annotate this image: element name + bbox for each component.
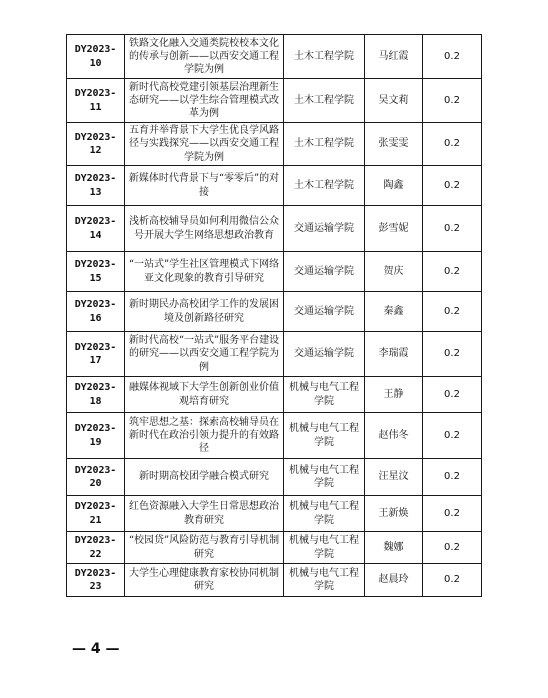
project-title: 红色资源融入大学生日常思想政治教育研究 — [125, 496, 284, 532]
project-title: 铁路文化融入交通类院校校本文化的传承与创新——以西安交通工程学院为例 — [125, 35, 284, 79]
project-leader: 赵伟冬 — [365, 413, 423, 459]
funding-amount: 0.2 — [423, 377, 482, 413]
project-leader: 张雯雯 — [365, 123, 423, 166]
project-title: 新时代高校党建引领基层治理新生态研究——以学生综合管理模式改革为例 — [125, 79, 284, 123]
project-leader: 贺庆 — [365, 252, 423, 292]
project-leader: 陶鑫 — [365, 166, 423, 206]
college-name: 交通运输学院 — [284, 206, 365, 252]
college-name: 机械与电气工程学院 — [284, 377, 365, 413]
table-row — [67, 206, 482, 252]
project-code: DY2023-13 — [67, 166, 125, 206]
project-leader: 马红霞 — [365, 35, 423, 79]
project-leader: 吴文莉 — [365, 79, 423, 123]
table-row — [67, 532, 482, 564]
project-title: 五育并举背景下大学生优良学风路径与实践探究——以西安交通工程学院为例 — [125, 123, 284, 166]
project-title: 大学生心理健康教育家校协同机制研究 — [125, 564, 284, 597]
project-title: 新时代高校“一站式”服务平台建设的研究——以西安交通工程学院为例 — [125, 332, 284, 377]
project-code: DY2023-11 — [67, 79, 125, 123]
funding-amount: 0.2 — [423, 79, 482, 123]
college-name: 机械与电气工程学院 — [284, 496, 365, 532]
project-leader: 彭雪妮 — [365, 206, 423, 252]
funding-amount: 0.2 — [423, 332, 482, 377]
funding-amount: 0.2 — [423, 166, 482, 206]
project-list-table — [66, 34, 482, 597]
funding-amount: 0.2 — [423, 496, 482, 532]
project-code: DY2023-12 — [67, 123, 125, 166]
project-code: DY2023-15 — [67, 252, 125, 292]
project-title: 新媒体时代背景下与“零零后”的对接 — [125, 166, 284, 206]
project-leader: 秦鑫 — [365, 292, 423, 332]
table-row — [67, 332, 482, 377]
college-name: 机械与电气工程学院 — [284, 459, 365, 496]
project-title: 新时期民办高校团学工作的发展困境及创新路径研究 — [125, 292, 284, 332]
funding-amount: 0.2 — [423, 564, 482, 597]
project-code: DY2023-10 — [67, 35, 125, 79]
project-title: 筑牢思想之基：探索高校辅导员在新时代在政治引领力提升的有效路径 — [125, 413, 284, 459]
college-name: 机械与电气工程学院 — [284, 564, 365, 597]
funding-amount: 0.2 — [423, 413, 482, 459]
project-code: DY2023-17 — [67, 332, 125, 377]
table-row — [67, 79, 482, 123]
table-row — [67, 35, 482, 79]
table-row — [67, 496, 482, 532]
college-name: 机械与电气工程学院 — [284, 413, 365, 459]
project-title: “一站式”学生社区管理模式下网络亚文化现象的教育引导研究 — [125, 252, 284, 292]
project-code: DY2023-16 — [67, 292, 125, 332]
project-title: 浅析高校辅导员如何利用微信公众号开展大学生网络思想政治教育 — [125, 206, 284, 252]
table-row — [67, 123, 482, 166]
table-row — [67, 413, 482, 459]
project-code: DY2023-21 — [67, 496, 125, 532]
project-code: DY2023-18 — [67, 377, 125, 413]
project-code: DY2023-14 — [67, 206, 125, 252]
project-title: “校园贷”风险防范与教育引导机制研究 — [125, 532, 284, 564]
funding-amount: 0.2 — [423, 252, 482, 292]
table-row — [67, 564, 482, 597]
funding-amount: 0.2 — [423, 459, 482, 496]
project-leader: 赵晨玲 — [365, 564, 423, 597]
project-leader: 汪星汶 — [365, 459, 423, 496]
page-number: — 4 — — [72, 641, 120, 657]
table-row — [67, 166, 482, 206]
project-leader: 魏娜 — [365, 532, 423, 564]
college-name: 交通运输学院 — [284, 332, 365, 377]
project-code: DY2023-22 — [67, 532, 125, 564]
table-row — [67, 252, 482, 292]
funding-amount: 0.2 — [423, 532, 482, 564]
college-name: 土木工程学院 — [284, 79, 365, 123]
college-name: 交通运输学院 — [284, 292, 365, 332]
project-leader: 王新焕 — [365, 496, 423, 532]
table-row — [67, 292, 482, 332]
project-leader: 李瑞霞 — [365, 332, 423, 377]
project-title: 融媒体视域下大学生创新创业价值观培育研究 — [125, 377, 284, 413]
project-leader: 王静 — [365, 377, 423, 413]
college-name: 交通运输学院 — [284, 252, 365, 292]
college-name: 土木工程学院 — [284, 123, 365, 166]
project-title: 新时期高校团学融合模式研究 — [125, 459, 284, 496]
table-row — [67, 377, 482, 413]
college-name: 土木工程学院 — [284, 166, 365, 206]
college-name: 机械与电气工程学院 — [284, 532, 365, 564]
college-name: 土木工程学院 — [284, 35, 365, 79]
table-row — [67, 459, 482, 496]
project-code: DY2023-19 — [67, 413, 125, 459]
funding-amount: 0.2 — [423, 35, 482, 79]
funding-amount: 0.2 — [423, 206, 482, 252]
funding-amount: 0.2 — [423, 123, 482, 166]
project-code: DY2023-23 — [67, 564, 125, 597]
project-code: DY2023-20 — [67, 459, 125, 496]
funding-amount: 0.2 — [423, 292, 482, 332]
